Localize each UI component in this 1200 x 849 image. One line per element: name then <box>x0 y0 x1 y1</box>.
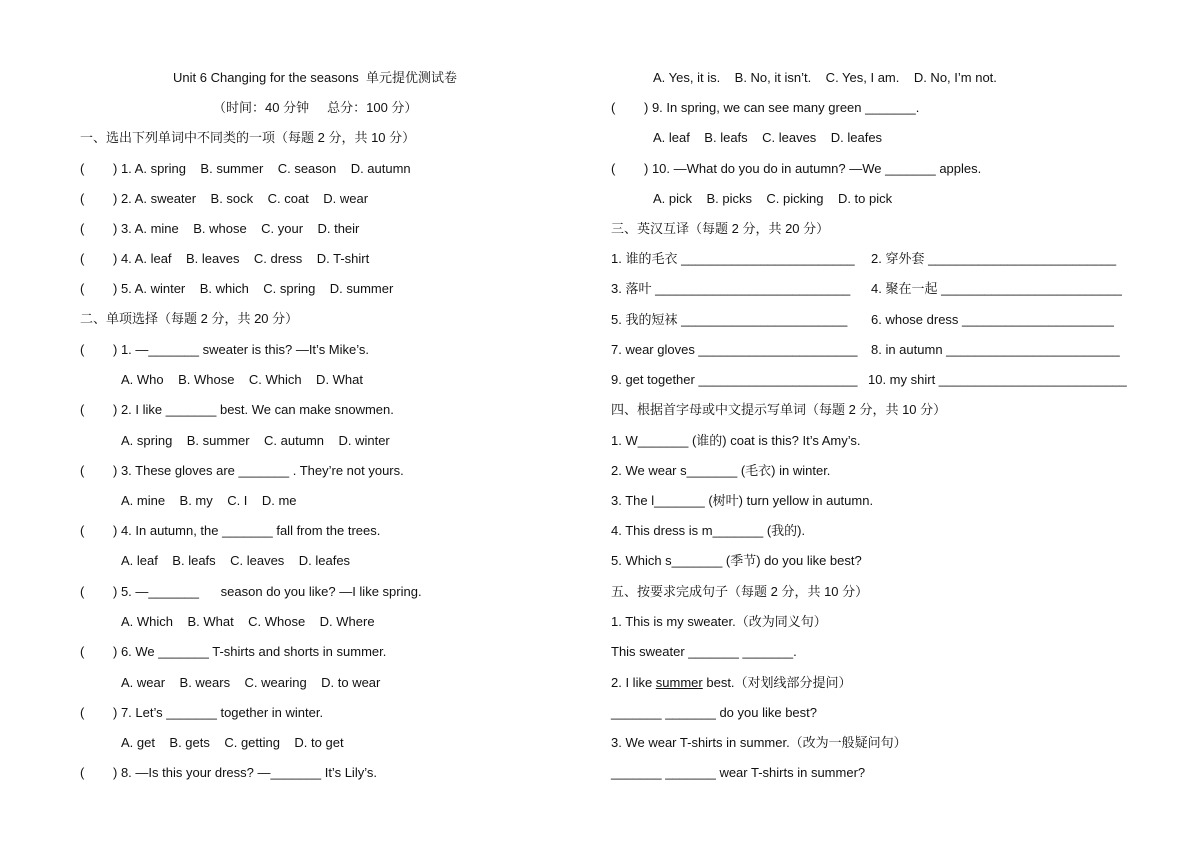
question-text: ) 1. A. spring B. summer C. season D. autumn <box>113 161 411 176</box>
answer-paren: ( <box>80 705 85 720</box>
sentence-question <box>611 675 852 691</box>
answer-paren: ( <box>80 161 85 176</box>
options-text: A. Which B. What C. Whose D. Where <box>121 614 375 629</box>
section5-heading: 五、按要求完成句子（每题 2 分，共 10 分） <box>611 584 869 599</box>
question-text: ) 10. —What do you do in autumn? —We _______ apples. <box>644 161 982 176</box>
question-text: ) 5. A. winter B. which C. spring D. summer <box>113 281 394 296</box>
answer-paren: ( <box>80 251 85 266</box>
answer-paren: ( <box>80 463 85 478</box>
options-text: A. mine B. my C. I D. me <box>121 493 297 508</box>
sentence-answer: _______ _______ do you like best? <box>611 705 818 720</box>
options-text: A. Who B. Whose C. Which D. What <box>121 372 364 387</box>
section2-heading: 二、单项选择（每题 2 分，共 20 分） <box>80 311 299 326</box>
question-text: ) 4. In autumn, the _______ fall from the trees. <box>113 523 381 538</box>
question-text: ) 5. —_______ season do you like? —I like spring. <box>113 584 422 599</box>
options-text: A. spring B. summer C. autumn D. winter <box>121 433 390 448</box>
sentence-question: 3. We wear T-shirts in summer.（改为一般疑问句） <box>611 735 907 750</box>
options-text: A. Yes, it is. B. No, it isn’t. C. Yes, I am. D. No, I’m not. <box>653 70 997 85</box>
translation-item: 10. my shirt __________________________ <box>868 372 1127 387</box>
answer-paren: ( <box>80 281 85 296</box>
translation-item: 5. 我的短袜 _______________________ <box>611 312 848 327</box>
question-text: ) 3. These gloves are _______ . They’re not yours. <box>113 463 404 478</box>
answer-paren: ( <box>611 100 616 115</box>
section3-heading: 三、英汉互译（每题 2 分，共 20 分） <box>611 221 830 236</box>
sentence-answer: This sweater _______ _______. <box>611 644 797 659</box>
page-title: Unit 6 Changing for the seasons 单元提优测试卷 <box>173 70 457 85</box>
answer-paren: ( <box>80 191 85 206</box>
fill-item: 4. This dress is m_______ (我的). <box>611 523 806 538</box>
fill-item: 2. We wear s_______ (毛衣) in winter. <box>611 463 831 478</box>
sentence-question: 1. This is my sweater.（改为同义句） <box>611 614 827 629</box>
question-text: ) 7. Let’s _______ together in winter. <box>113 705 324 720</box>
options-text: A. leaf B. leafs C. leaves D. leafes <box>121 553 351 568</box>
sentence-text: best.（对划线部分提问） <box>702 675 852 690</box>
underlined-word: summer <box>655 675 703 690</box>
answer-paren: ( <box>80 402 85 417</box>
question-text: ) 2. A. sweater B. sock C. coat D. wear <box>113 191 369 206</box>
question-text: ) 6. We _______ T-shirts and shorts in summer. <box>113 644 387 659</box>
translation-item: 3. 落叶 ___________________________ <box>611 281 851 296</box>
question-text: ) 8. —Is this your dress? —_______ It’s Lily’s. <box>113 765 377 780</box>
sentence-text: 2. I like <box>611 675 656 690</box>
fill-item: 5. Which s_______ (季节) do you like best? <box>611 553 862 568</box>
fill-item: 1. W_______ (谁的) coat is this? It’s Amy’s. <box>611 433 861 448</box>
translation-item: 6. whose dress _____________________ <box>871 312 1114 327</box>
answer-paren: ( <box>80 342 85 357</box>
translation-item: 2. 穿外套 __________________________ <box>871 251 1117 266</box>
translation-item: 1. 谁的毛衣 ________________________ <box>611 251 855 266</box>
answer-paren: ( <box>611 161 616 176</box>
section1-heading: 一、选出下列单词中不同类的一项（每题 2 分，共 10 分） <box>80 130 416 145</box>
options-text: A. pick B. picks C. picking D. to pick <box>653 191 893 206</box>
question-text: ) 1. —_______ sweater is this? —It’s Mike’s. <box>113 342 370 357</box>
options-text: A. get B. gets C. getting D. to get <box>121 735 344 750</box>
answer-paren: ( <box>80 584 85 599</box>
question-text: ) 9. In spring, we can see many green _______. <box>644 100 920 115</box>
translation-item: 4. 聚在一起 _________________________ <box>871 281 1122 296</box>
page-subtitle: （时间：40 分钟 总分：100 分） <box>213 100 418 115</box>
translation-item: 7. wear gloves ______________________ <box>611 342 858 357</box>
fill-item: 3. The l_______ (树叶) turn yellow in autumn. <box>611 493 874 508</box>
answer-paren: ( <box>80 221 85 236</box>
answer-paren: ( <box>80 644 85 659</box>
question-text: ) 4. A. leaf B. leaves C. dress D. T-shirt <box>113 251 370 266</box>
question-text: ) 3. A. mine B. whose C. your D. their <box>113 221 360 236</box>
options-text: A. leaf B. leafs C. leaves D. leafes <box>653 130 883 145</box>
translation-item: 8. in autumn ________________________ <box>871 342 1120 357</box>
translation-item: 9. get together ______________________ <box>611 372 858 387</box>
section4-heading: 四、根据首字母或中文提示写单词（每题 2 分，共 10 分） <box>611 402 947 417</box>
answer-paren: ( <box>80 765 85 780</box>
question-text: ) 2. I like _______ best. We can make snowmen. <box>113 402 394 417</box>
sentence-answer: _______ _______ wear T-shirts in summer? <box>611 765 866 780</box>
answer-paren: ( <box>80 523 85 538</box>
options-text: A. wear B. wears C. wearing D. to wear <box>121 675 381 690</box>
